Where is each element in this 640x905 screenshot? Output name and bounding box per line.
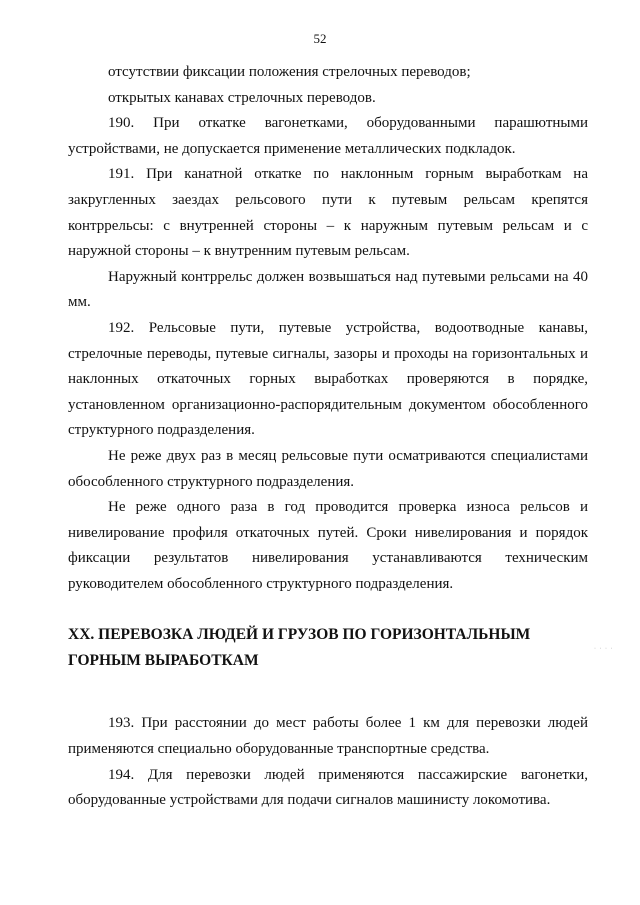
paragraph-193: 193. При расстоянии до мест работы более 1 км для перевозки людей применяются специально оборудованные транспортные средства. <box>68 715 588 758</box>
page-body <box>68 60 588 814</box>
page-number: 52 <box>313 31 327 46</box>
paragraph-191-contrrail-height: Наружный контррельс должен возвышаться над путевыми рельсами на 40 мм. <box>68 268 588 311</box>
paragraph-190: 190. При откатке вагонетками, оборудованными парашютными устройствами, не допускается применение металлических подкладок. <box>68 115 588 157</box>
section-heading <box>68 622 588 674</box>
paragraph-192-inspection: Не реже двух раз в месяц рельсовые пути осматриваются специалистами обособленного структурного подразделения. <box>68 447 588 490</box>
list-item: открытых канавах стрелочных переводов. <box>108 89 376 106</box>
list-item: отсутствии фиксации положения стрелочных переводов; <box>108 64 471 80</box>
paragraph-194: 194. Для перевозки людей применяются пассажирские вагонетки, оборудованные устройствами для подачи сигналов машинисту локомотива. <box>68 766 588 809</box>
paragraph-192: 192. Рельсовые пути, путевые устройства, водоотводные канавы, стрелочные переводы, путевые сигналы, зазоры и проходы на горизонтальных и наклонных откаточных горных выработках проверяются в порядке, установленном организационно-распорядительным документом обособленного структурного подразделения. <box>68 319 588 439</box>
section-heading-line-2: ГОРНЫМ ВЫРАБОТКАМ <box>68 652 259 670</box>
paragraph-191: 191. При канатной откатке по наклонным горным выработкам на закругленных заездах рельсового пути к путевым рельсам крепятся контррельсы: с внутренней стороны – к наружным путевым рельсам и с наружной стороны – к внутренним путевым рельсам. <box>68 166 588 260</box>
section-heading-line-1: XX. ПЕРЕВОЗКА ЛЮДЕЙ И ГРУЗОВ ПО ГОРИЗОНТАЛЬНЫМ <box>68 626 531 644</box>
scan-artifact: · · · · <box>594 646 614 652</box>
paragraph-192-leveling: Не реже одного раза в год проводится проверка износа рельсов и нивелирование профиля откаточных путей. Сроки нивелирования и порядок фиксации результатов нивелирования устанавливаются техническим руководителем обособленного структурного подразделения. <box>68 499 588 592</box>
